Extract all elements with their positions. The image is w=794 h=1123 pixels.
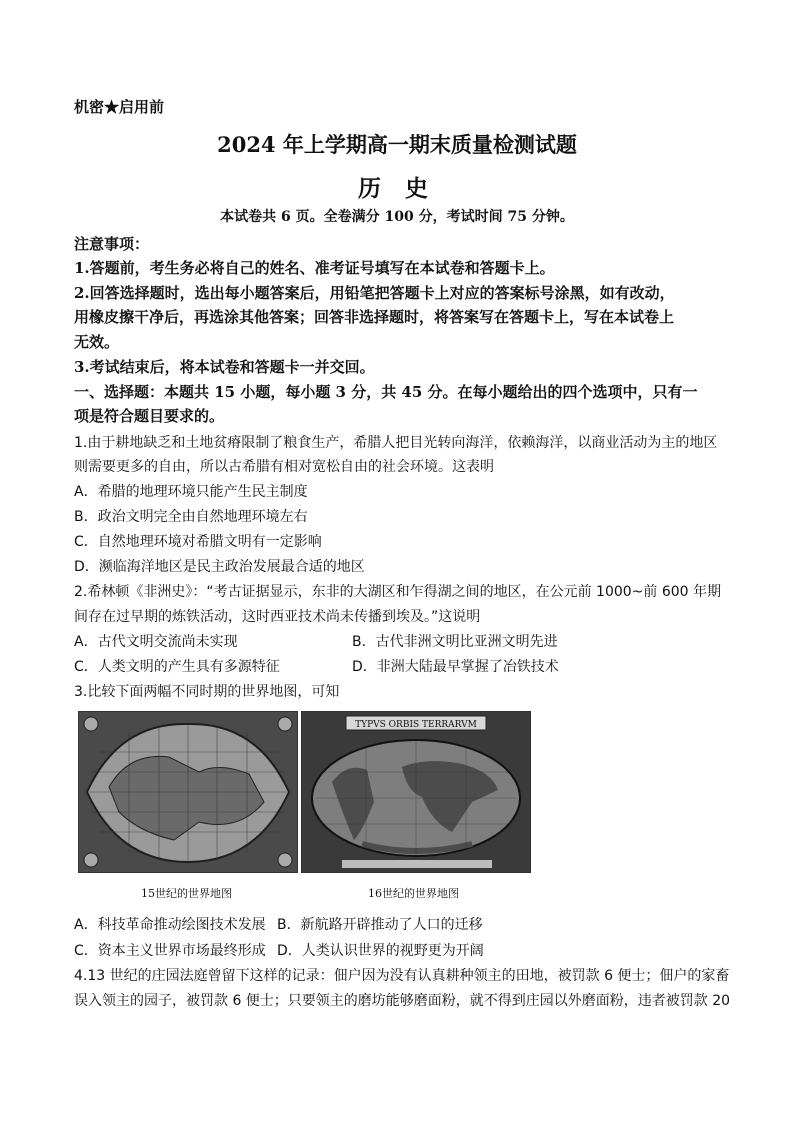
- q1-option-b: B．政治文明完全由自然地理环境左右: [74, 509, 308, 525]
- q2-option-d: D．非洲大陆最早掌握了冶铁技术: [352, 659, 559, 675]
- q3-option-a: A．科技革命推动绘图技术发展: [74, 917, 266, 933]
- q1-option-c: C．自然地理环境对希腊文明有一定影响: [74, 534, 322, 550]
- q2-stem-line1: 2.希林顿《非洲史》：“考古证据显示，东非的大湖区和乍得湖之间的地区，在公元前 1000~前 600 年期: [74, 584, 722, 600]
- map-15th-caption: 15世纪的世界地图: [141, 887, 232, 900]
- notes-heading: 注意事项：: [74, 235, 150, 253]
- note-1: 1.答题前，考生务必将自己的姓名、准考证号填写在本试卷和答题卡上。: [74, 259, 555, 277]
- section-heading-line2: 项是符合题目要求的。: [74, 407, 225, 425]
- q1-option-a: A．希腊的地理环境只能产生民主制度: [74, 484, 308, 500]
- q4-stem-line2: 误入领主的园子，被罚款 6 便士；只要领主的磨坊能够磨面粉，就不得到庄园以外磨面粉，违者被罚款 20: [74, 993, 731, 1009]
- note-2-line3: 无效。: [74, 333, 120, 351]
- subject-title: 历 史: [357, 175, 436, 202]
- q3-option-c: C．资本主义世界市场最终形成: [74, 943, 266, 959]
- exam-info: 本试卷共 6 页。全卷满分 100 分，考试时间 75 分钟。: [220, 209, 574, 225]
- q3-option-d: D．人类认识世界的视野更为开阔: [277, 943, 484, 959]
- note-2-line2: 用橡皮擦干净后，再选涂其他答案；回答非选择题时，将答案写在答题卡上，写在本试卷上: [74, 308, 675, 326]
- q1-stem-line1: 1.由于耕地缺乏和土地贫瘠限制了粮食生产，希腊人把目光转向海洋，依赖海洋，以商业活动为主的地区: [74, 435, 718, 451]
- map-16th-century: [301, 711, 531, 873]
- confidential-label: 机密★启用前: [74, 98, 165, 116]
- q2-stem-line2: 间存在过早期的炼铁活动，这时西亚技术尚未传播到埃及。”这说明: [74, 609, 481, 625]
- q3-option-b: B．新航路开辟推动了人口的迁移: [277, 917, 483, 933]
- section-heading-line1: 一、选择题：本题共 15 小题，每小题 3 分，共 45 分。在每小题给出的四个选项中，只有一: [74, 383, 698, 401]
- map-title-banner: TYPVS ORBIS TERRARVM: [355, 720, 477, 730]
- q2-option-a: A．古代文明交流尚未实现: [74, 634, 238, 650]
- q1-stem-line2: 则需要更多的自由，所以古希腊有相对宽松自由的社会环境。这表明: [74, 459, 494, 475]
- q3-stem: 3.比较下面两幅不同时期的世界地图，可知: [74, 684, 340, 700]
- map-16th-caption: 16世纪的世界地图: [368, 887, 459, 900]
- map-15th-century: [78, 711, 298, 873]
- note-3: 3.考试结束后，将本试卷和答题卡一并交回。: [74, 358, 375, 376]
- q1-option-d: D．濒临海洋地区是民主政治发展最合适的地区: [74, 559, 365, 575]
- q2-option-b: B．古代非洲文明比亚洲文明先进: [352, 634, 558, 650]
- q4-stem-line1: 4.13 世纪的庄园法庭曾留下这样的记录：佃户因为没有认真耕种领主的田地，被罚款 6 便士；佃户的家畜: [74, 968, 730, 984]
- note-2-line1: 2.回答选择题时，选出每小题答案后，用铅笔把答题卡上对应的答案标号涂黑，如有改动，: [74, 284, 675, 302]
- exam-title: 2024 年上学期高一期末质量检测试题: [217, 132, 577, 157]
- q2-option-c: C．人类文明的产生具有多源特征: [74, 659, 280, 675]
